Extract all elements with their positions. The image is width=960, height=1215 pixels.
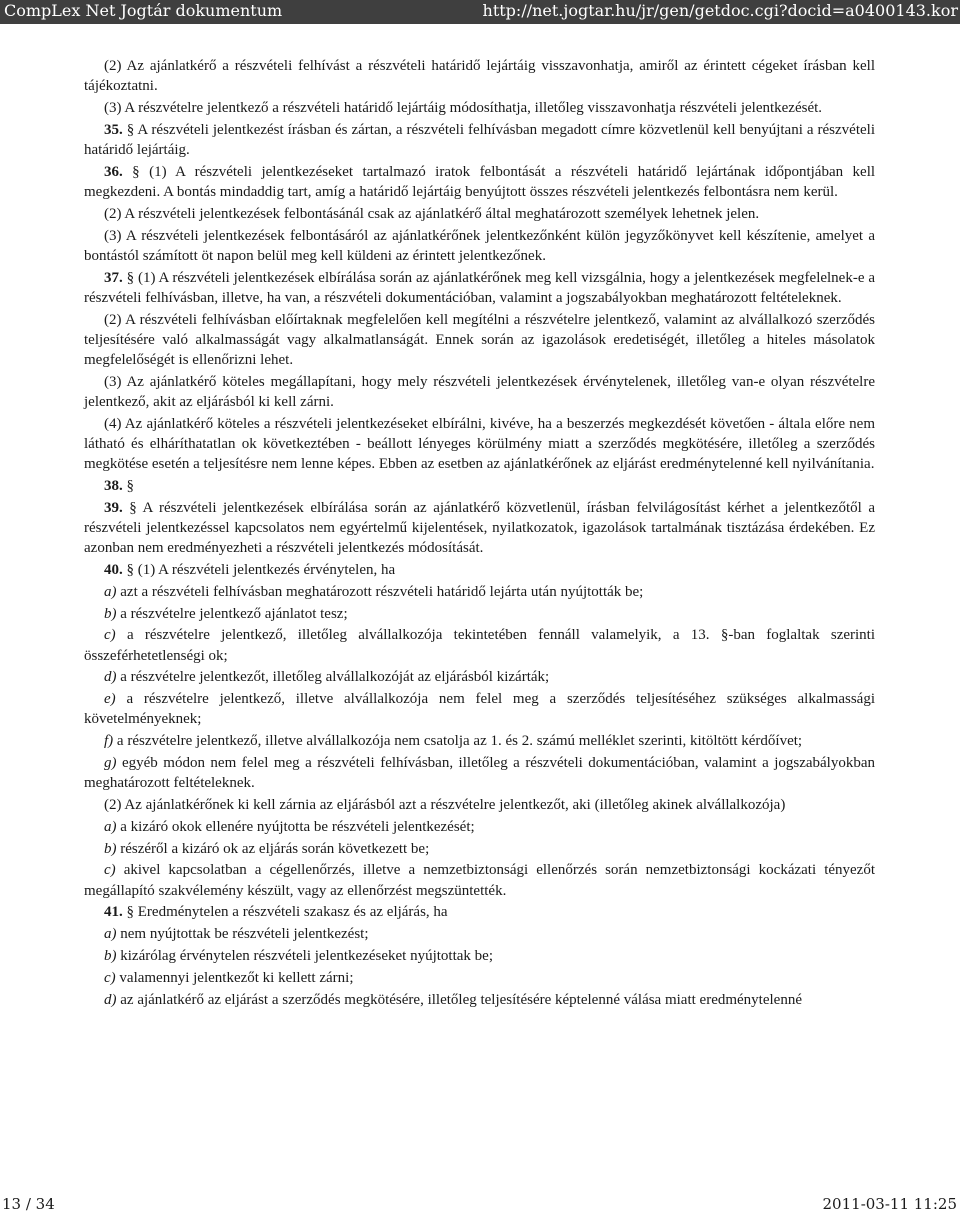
section-41 — [84, 902, 875, 922]
section-40 — [84, 560, 875, 580]
print-datetime: 2011-03-11 11:25 — [822, 1195, 957, 1213]
item-text: a részvételre jelentkező, illetve alvállalkozója nem csatolja az 1. és 2. számú melléklet szerinti, kitöltött kérdőívet; — [116, 733, 803, 750]
list-item — [84, 817, 875, 837]
item-text: a részvételre jelentkező, illetőleg alvállalkozója tekintetében fennáll valamelyik, a 13. §-ban foglaltak szerinti összeférhetetlenségi ok; — [84, 627, 876, 664]
paragraph: (3) A részvételi jelentkezések felbontásáról az ajánlatkérőnek jelentkezőnként külön jegyzőkönyvet kell készítenie, amelyet a bontástól számított öt napon belül meg kell küldeni az érintett jelentkezőnek. — [84, 227, 875, 264]
item-label: b) — [104, 840, 117, 857]
section-number: 37. — [104, 269, 123, 286]
item-text: a kizáró okok ellenére nyújtotta be részvételi jelentkezését; — [120, 818, 475, 835]
item-text: nem nyújtottak be részvételi jelentkezést; — [120, 926, 369, 943]
list-item — [84, 946, 875, 966]
paragraph: (3) Az ajánlatkérő köteles megállapítani, hogy mely részvételi jelentkezések érvénytelenek, illetőleg van-e olyan részvételre jelentkező, akit az eljárásból ki kell zárni. — [84, 373, 875, 410]
section-number: 40. — [104, 562, 123, 578]
list-item — [84, 667, 875, 687]
section-text: (1) A részvételi jelentkezés érvénytelen, ha — [137, 562, 396, 578]
item-label: d) — [104, 669, 117, 686]
paragraph: (2) A részvételi felhívásban előírtaknak megfelelően kell megítélni a részvételre jelentkező, valamint az alvállalkozó szerződés teljesítésére való alkalmasságát vagy alkalmatlanságát. Ennek során az igazolások eredetiségét, illetőleg a hiteles másolatok megfelelőségét is ellenőrizni lehet. — [84, 311, 875, 368]
section-number: 38. — [104, 478, 123, 494]
list-item — [84, 839, 875, 859]
item-text: részéről a kizáró ok az eljárás során következett be; — [120, 840, 430, 857]
list-item — [84, 582, 875, 602]
item-label: a) — [104, 818, 117, 835]
section-number: 39. — [104, 499, 123, 516]
section-number: 35. — [104, 121, 123, 138]
document-body — [84, 56, 875, 1011]
document-url: http://net.jogtar.hu/jr/gen/getdoc.cgi?docid=a0400143.kor — [482, 1, 958, 20]
section-36 — [84, 162, 875, 202]
item-label: c) — [104, 627, 116, 644]
paragraph: (2) A részvételi jelentkezések felbontásánál csak az ajánlatkérő által meghatározott személyek lehetnek jelen. — [104, 205, 760, 222]
item-label: e) — [104, 691, 116, 708]
item-label: d) — [104, 991, 117, 1008]
item-text: a részvételre jelentkezőt, illetőleg alvállalkozóját az eljárásból kizárták; — [120, 669, 550, 686]
section-text: Eredménytelen a részvételi szakasz és az eljárás, ha — [137, 904, 448, 921]
section-text: (1) A részvételi jelentkezéseket tartalmazó iratok felbontását a részvételi határidő lejártának időpontjában kell megkezdeni. A bontás mindaddig tart, amíg a határidő lejártáig benyújtott összes részvételi jelentkezés felbontásra nem kerül. — [84, 163, 876, 200]
item-text: azt a részvételi felhívásban meghatározott részvételi határidő lejárta után nyújtották be; — [120, 583, 644, 600]
list-item — [84, 604, 875, 624]
item-text: egyéb módon nem felel meg a részvételi felhívásban, illetőleg a részvételi dokumentációban, valamint a jogszabályokban meghatározott feltételeknek. — [84, 754, 876, 792]
section-text: A részvételi jelentkezések elbírálása során az ajánlatkérő közvetlenül, írásban felvilágosítást kérhet a jelentkezőtől a részvételi jelentkezéssel kapcsolatos nem egyértelmű kijelentések, nyilatkozatok, igazolások tartalmának tisztázása érdekében. Ez azonban nem eredményezheti a részvételi jelentkezés módosítását. — [84, 499, 875, 557]
item-text: a részvételre jelentkező, illetve alvállalkozója nem felel meg a szerződés teljesítéséhez szükséges alkalmassági követelményeknek; — [84, 691, 876, 728]
list-item — [84, 990, 875, 1010]
paragraph: (3) A részvételre jelentkező a részvételi határidő lejártáig módosíthatja, illetőleg visszavonhatja részvételi jelentkezését. — [104, 100, 823, 116]
item-label: b) — [104, 947, 117, 964]
list-item — [84, 753, 875, 793]
paragraph: (4) Az ajánlatkérő köteles a részvételi jelentkezéseket elbírálni, kivéve, ha a beszerzés megkezdését követően - általa előre nem látható és elháríthatatlan ok következtében - beállott lényeges körülmény miatt a szerződés megkötésére, illetőleg a szerződés megkötése esetén a teljesítésre nem lenne képes. Ebben az esetben az ajánlatkérőnek az eljárást eredménytelenné kell nyilvánítania. — [84, 415, 875, 473]
list-item — [84, 689, 875, 729]
section-sign: § — [126, 904, 134, 921]
section-39 — [84, 498, 875, 559]
item-label: c) — [104, 969, 116, 986]
item-label: g) — [104, 754, 117, 771]
section-sign: § — [126, 269, 135, 286]
section-37 — [84, 268, 875, 308]
item-text: az ajánlatkérő az eljárást a szerződés megkötésére, illetőleg teljesítésére képtelenné válása miatt eredménytelenné — [120, 991, 802, 1008]
section-sign: § — [126, 562, 134, 578]
section-text: A részvételi jelentkezést írásban és zártan, a részvételi felhívásban megadott címre közvetlenül kell benyújtani a részvételi határidő lejártáig. — [84, 121, 875, 158]
list-item — [84, 731, 875, 751]
item-label: b) — [104, 605, 117, 622]
item-label: a) — [104, 583, 117, 600]
section-text: (1) A részvételi jelentkezések elbírálása során az ajánlatkérőnek meg kell vizsgálnia, hogy a jelentkezések megfelelnek-e a részvételi felhívásban, illetve, ha van, a részvételi dokumentációban, valamint a jogszabályokban meghatározott feltételeknek. — [84, 269, 876, 306]
item-text: akivel kapcsolatban a cégellenőrzés, illetve a nemzetbiztonsági ellenőrzés során nemzetbiztonsági kockázati tényezőt megállapító szakvélemény készült, vagy az ellenőrzést megszüntették. — [84, 862, 875, 899]
item-label: f) — [104, 733, 114, 750]
section-number: 36. — [104, 163, 123, 180]
item-label: a) — [104, 926, 117, 943]
list-item — [84, 860, 875, 900]
section-sign: § — [132, 163, 140, 180]
section-38 — [84, 476, 875, 496]
list-item — [84, 968, 875, 988]
item-text: valamennyi jelentkezőt ki kellett zárni; — [119, 969, 354, 986]
section-sign: § — [126, 121, 135, 138]
document-title: CompLex Net Jogtár dokumentum — [4, 1, 283, 20]
section-sign: § — [129, 499, 137, 516]
item-text: kizárólag érvénytelen részvételi jelentkezéseket nyújtottak be; — [120, 947, 493, 964]
section-number: 41. — [104, 904, 123, 921]
section-sign: § — [126, 478, 134, 494]
print-footer — [0, 1195, 960, 1215]
item-label: c) — [104, 862, 116, 879]
section-35 — [84, 120, 875, 160]
paragraph: (2) Az ajánlatkérő a részvételi felhívást a részvételi határidő lejártáig visszavonhatja, amiről az érintett cégeket írásban kell tájékoztatni. — [84, 58, 875, 95]
paragraph: (2) Az ajánlatkérőnek ki kell zárnia az eljárásból azt a részvételre jelentkezőt, aki (illetőleg akinek alvállalkozója) — [104, 796, 786, 813]
list-item — [84, 924, 875, 944]
page-number: 13 / 34 — [2, 1195, 55, 1213]
print-header-bar — [0, 0, 960, 24]
list-item — [84, 625, 875, 665]
item-text: a részvételre jelentkező ajánlatot tesz; — [120, 605, 348, 622]
